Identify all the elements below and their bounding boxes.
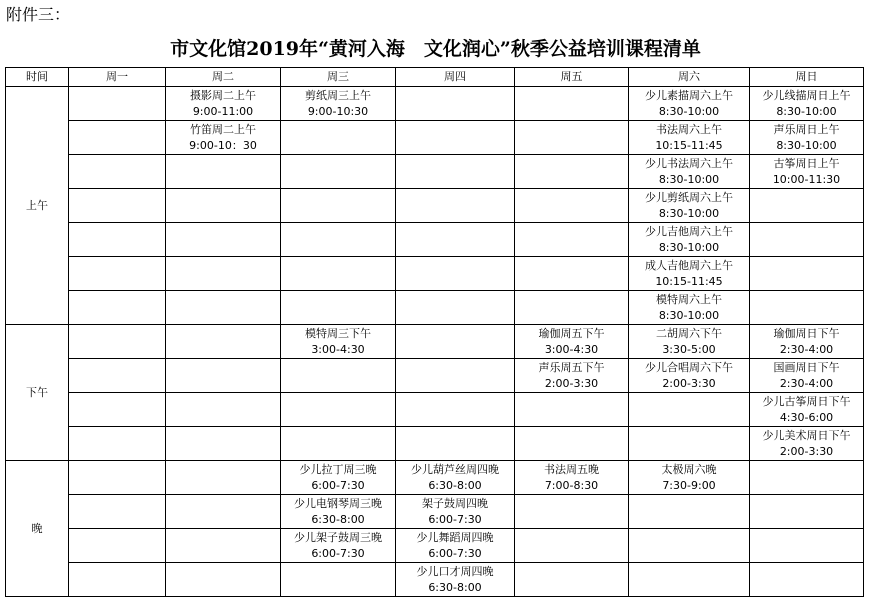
schedule-cell bbox=[166, 563, 281, 597]
schedule-cell bbox=[750, 529, 864, 563]
course-name: 少儿美术周日下午 bbox=[762, 428, 851, 442]
course-time: 6:00-7:30 bbox=[311, 478, 365, 492]
schedule-cell bbox=[166, 291, 281, 325]
schedule-cell bbox=[69, 563, 166, 597]
schedule-cell bbox=[396, 529, 515, 563]
schedule-cell bbox=[515, 223, 629, 257]
schedule-cell bbox=[281, 495, 396, 529]
course-name: 声乐周日上午 bbox=[773, 122, 840, 136]
table-row bbox=[6, 121, 864, 155]
header-time: 时间 bbox=[6, 68, 69, 87]
schedule-cell bbox=[750, 189, 864, 223]
course-name: 少儿葫芦丝周四晚 bbox=[411, 462, 499, 476]
schedule-cell bbox=[69, 87, 166, 121]
schedule-cell bbox=[166, 87, 281, 121]
course-time: 6:30-8:00 bbox=[311, 512, 365, 526]
schedule-cell bbox=[750, 291, 864, 325]
schedule-cell bbox=[515, 87, 629, 121]
schedule-cell bbox=[396, 427, 515, 461]
course-time: 9:00-10:30 bbox=[307, 104, 369, 118]
schedule-cell bbox=[281, 325, 396, 359]
schedule-cell bbox=[515, 325, 629, 359]
schedule-cell bbox=[396, 563, 515, 597]
table-row bbox=[6, 291, 864, 325]
schedule-cell bbox=[396, 257, 515, 291]
schedule-cell bbox=[69, 155, 166, 189]
course-time: 10:15-11:45 bbox=[655, 274, 723, 288]
course-name: 少儿古筝周日下午 bbox=[762, 394, 851, 408]
schedule-cell bbox=[750, 155, 864, 189]
schedule-cell bbox=[750, 359, 864, 393]
table-row bbox=[6, 155, 864, 189]
period-afternoon: 下午 bbox=[6, 325, 69, 461]
course-time: 8:30-10:00 bbox=[776, 104, 837, 118]
schedule-cell bbox=[281, 87, 396, 121]
course-time: 6:30-8:00 bbox=[428, 478, 482, 492]
course-time: 2:00-3:30 bbox=[662, 376, 716, 390]
schedule-cell bbox=[629, 325, 750, 359]
course-name: 少儿素描周六上午 bbox=[645, 88, 733, 102]
schedule-cell bbox=[515, 155, 629, 189]
table-row bbox=[6, 461, 864, 495]
schedule-cell bbox=[69, 189, 166, 223]
table-row bbox=[6, 563, 864, 597]
schedule-cell bbox=[629, 257, 750, 291]
schedule-cell bbox=[69, 325, 166, 359]
table-row bbox=[6, 495, 864, 529]
schedule-cell bbox=[281, 155, 396, 189]
header-tuesday: 周二 bbox=[166, 68, 281, 87]
course-name: 少儿线描周日上午 bbox=[762, 88, 851, 102]
schedule-cell bbox=[166, 495, 281, 529]
schedule-cell bbox=[629, 495, 750, 529]
course-time: 8:30-10:00 bbox=[658, 172, 720, 186]
schedule-cell bbox=[166, 257, 281, 291]
course-name: 竹笛周二上午 bbox=[190, 122, 256, 136]
course-name: 声乐周五下午 bbox=[538, 360, 605, 374]
course-time: 2:00-3:30 bbox=[779, 444, 834, 458]
schedule-cell bbox=[629, 563, 750, 597]
course-time: 8:30-10:00 bbox=[658, 104, 720, 118]
course-name: 摄影周二上午 bbox=[190, 88, 256, 102]
schedule-cell bbox=[629, 121, 750, 155]
course-name: 瑜伽周五下午 bbox=[538, 326, 605, 340]
course-time: 3:00-4:30 bbox=[311, 342, 365, 356]
schedule-cell bbox=[515, 427, 629, 461]
attachment-label: 附件三： bbox=[6, 5, 71, 24]
schedule-cell bbox=[750, 257, 864, 291]
course-time: 4:30-6:00 bbox=[779, 410, 834, 424]
schedule-cell bbox=[396, 359, 515, 393]
course-name: 少儿拉丁周三晚 bbox=[299, 462, 377, 476]
course-name: 剪纸周三上午 bbox=[305, 88, 371, 102]
schedule-cell bbox=[629, 223, 750, 257]
course-name: 国画周日下午 bbox=[773, 360, 840, 374]
course-time: 9:00-10：30 bbox=[189, 138, 257, 152]
course-time: 2:00-3:30 bbox=[544, 376, 599, 390]
schedule-cell bbox=[629, 189, 750, 223]
course-time: 10:15-11:45 bbox=[655, 138, 723, 152]
schedule-cell bbox=[750, 495, 864, 529]
schedule-cell bbox=[629, 87, 750, 121]
course-name: 少儿合唱周六下午 bbox=[645, 360, 733, 374]
course-name: 古筝周日上午 bbox=[773, 156, 840, 170]
table-row bbox=[6, 257, 864, 291]
schedule-cell bbox=[166, 155, 281, 189]
table-row bbox=[6, 325, 864, 359]
schedule-cell bbox=[396, 393, 515, 427]
schedule-cell bbox=[166, 121, 281, 155]
schedule-cell bbox=[750, 461, 864, 495]
schedule-cell bbox=[281, 189, 396, 223]
schedule-cell bbox=[515, 461, 629, 495]
course-name: 二胡周六下午 bbox=[656, 326, 722, 340]
schedule-cell bbox=[281, 359, 396, 393]
schedule-cell bbox=[396, 155, 515, 189]
header-sunday: 周日 bbox=[750, 68, 864, 87]
schedule-cell bbox=[629, 461, 750, 495]
course-name: 少儿口才周四晚 bbox=[416, 564, 494, 578]
schedule-cell bbox=[166, 189, 281, 223]
course-time: 8:30-10:00 bbox=[658, 240, 720, 254]
period-evening: 晚 bbox=[6, 461, 69, 597]
table-row bbox=[6, 393, 864, 427]
schedule-cell bbox=[281, 461, 396, 495]
schedule-cell bbox=[69, 461, 166, 495]
header-row bbox=[6, 68, 864, 87]
header-thursday: 周四 bbox=[396, 68, 515, 87]
course-name: 少儿书法周六上午 bbox=[645, 156, 733, 170]
schedule-cell bbox=[515, 495, 629, 529]
schedule-cell bbox=[281, 393, 396, 427]
header-wednesday: 周三 bbox=[281, 68, 396, 87]
schedule-cell bbox=[396, 291, 515, 325]
schedule-cell bbox=[750, 223, 864, 257]
schedule-cell bbox=[166, 359, 281, 393]
schedule-cell bbox=[281, 291, 396, 325]
period-morning: 上午 bbox=[6, 87, 69, 325]
course-time: 2:30-4:00 bbox=[779, 342, 834, 356]
course-time: 10:00-11:30 bbox=[772, 172, 841, 186]
page-title: 市文化馆2019年“黄河入海 文化润心”秋季公益培训课程清单 bbox=[170, 38, 701, 60]
course-time: 3:00-4:30 bbox=[544, 342, 599, 356]
schedule-table bbox=[5, 67, 864, 597]
course-name: 少儿架子鼓周三晚 bbox=[294, 530, 382, 544]
schedule-cell bbox=[396, 223, 515, 257]
schedule-cell bbox=[750, 563, 864, 597]
schedule-cell bbox=[281, 427, 396, 461]
course-name: 模特周六上午 bbox=[656, 292, 722, 306]
course-time: 6:30-8:00 bbox=[428, 580, 482, 594]
course-time: 8:30-10:00 bbox=[658, 308, 720, 322]
schedule-cell bbox=[281, 121, 396, 155]
schedule-cell bbox=[166, 223, 281, 257]
schedule-cell bbox=[750, 427, 864, 461]
course-name: 书法周六上午 bbox=[656, 122, 722, 136]
schedule-cell bbox=[69, 121, 166, 155]
schedule-cell bbox=[166, 529, 281, 563]
course-name: 太极周六晚 bbox=[661, 462, 717, 476]
course-time: 7:00-8:30 bbox=[544, 478, 599, 492]
course-name: 瑜伽周日下午 bbox=[773, 326, 840, 340]
course-time: 6:00-7:30 bbox=[428, 546, 482, 560]
table-row bbox=[6, 223, 864, 257]
course-name: 少儿剪纸周六上午 bbox=[645, 190, 733, 204]
schedule-cell bbox=[281, 223, 396, 257]
header-friday: 周五 bbox=[515, 68, 629, 87]
course-time: 2:30-4:00 bbox=[779, 376, 834, 390]
course-name: 少儿电钢琴周三晚 bbox=[294, 496, 382, 510]
course-name: 少儿吉他周六上午 bbox=[645, 224, 733, 238]
course-time: 8:30-10:00 bbox=[658, 206, 720, 220]
schedule-cell bbox=[396, 461, 515, 495]
schedule-cell bbox=[166, 461, 281, 495]
schedule-cell bbox=[281, 563, 396, 597]
course-name: 成人吉他周六上午 bbox=[645, 258, 733, 272]
schedule-cell bbox=[515, 257, 629, 291]
course-time: 7:30-9:00 bbox=[662, 478, 716, 492]
schedule-cell bbox=[629, 291, 750, 325]
schedule-cell bbox=[166, 393, 281, 427]
schedule-cell bbox=[69, 427, 166, 461]
course-name: 模特周三下午 bbox=[305, 326, 371, 340]
schedule-cell bbox=[166, 427, 281, 461]
table-row bbox=[6, 427, 864, 461]
schedule-cell bbox=[281, 529, 396, 563]
schedule-cell bbox=[166, 325, 281, 359]
schedule-cell bbox=[750, 393, 864, 427]
schedule-cell bbox=[69, 393, 166, 427]
course-time: 9:00-11:00 bbox=[192, 104, 254, 118]
header-monday: 周一 bbox=[69, 68, 166, 87]
schedule-cell bbox=[69, 223, 166, 257]
schedule-cell bbox=[629, 529, 750, 563]
schedule-cell bbox=[515, 291, 629, 325]
schedule-cell bbox=[69, 359, 166, 393]
schedule-cell bbox=[69, 291, 166, 325]
course-name: 少儿舞蹈周四晚 bbox=[416, 530, 494, 544]
schedule-cell bbox=[515, 359, 629, 393]
schedule-cell bbox=[396, 189, 515, 223]
schedule-cell bbox=[515, 529, 629, 563]
schedule-cell bbox=[396, 495, 515, 529]
schedule-cell bbox=[69, 529, 166, 563]
table-row bbox=[6, 87, 864, 121]
course-time: 6:00-7:30 bbox=[311, 546, 365, 560]
schedule-cell bbox=[629, 427, 750, 461]
schedule-cell bbox=[515, 393, 629, 427]
schedule-cell bbox=[629, 393, 750, 427]
header-saturday: 周六 bbox=[629, 68, 750, 87]
schedule-cell bbox=[750, 325, 864, 359]
schedule-cell bbox=[750, 121, 864, 155]
schedule-cell bbox=[629, 359, 750, 393]
schedule-cell bbox=[396, 325, 515, 359]
course-time: 6:00-7:30 bbox=[428, 512, 482, 526]
course-name: 架子鼓周四晚 bbox=[422, 496, 488, 510]
table-row bbox=[6, 529, 864, 563]
schedule-cell bbox=[69, 495, 166, 529]
schedule-cell bbox=[515, 121, 629, 155]
course-time: 8:30-10:00 bbox=[776, 138, 837, 152]
schedule-cell bbox=[515, 563, 629, 597]
schedule-cell bbox=[69, 257, 166, 291]
schedule-cell bbox=[629, 155, 750, 189]
table-row bbox=[6, 189, 864, 223]
table-row bbox=[6, 359, 864, 393]
course-time: 3:30-5:00 bbox=[662, 342, 716, 356]
schedule-cell bbox=[396, 121, 515, 155]
schedule-cell bbox=[750, 87, 864, 121]
schedule-cell bbox=[396, 87, 515, 121]
course-name: 书法周五晚 bbox=[544, 462, 599, 476]
schedule-cell bbox=[515, 189, 629, 223]
schedule-cell bbox=[281, 257, 396, 291]
